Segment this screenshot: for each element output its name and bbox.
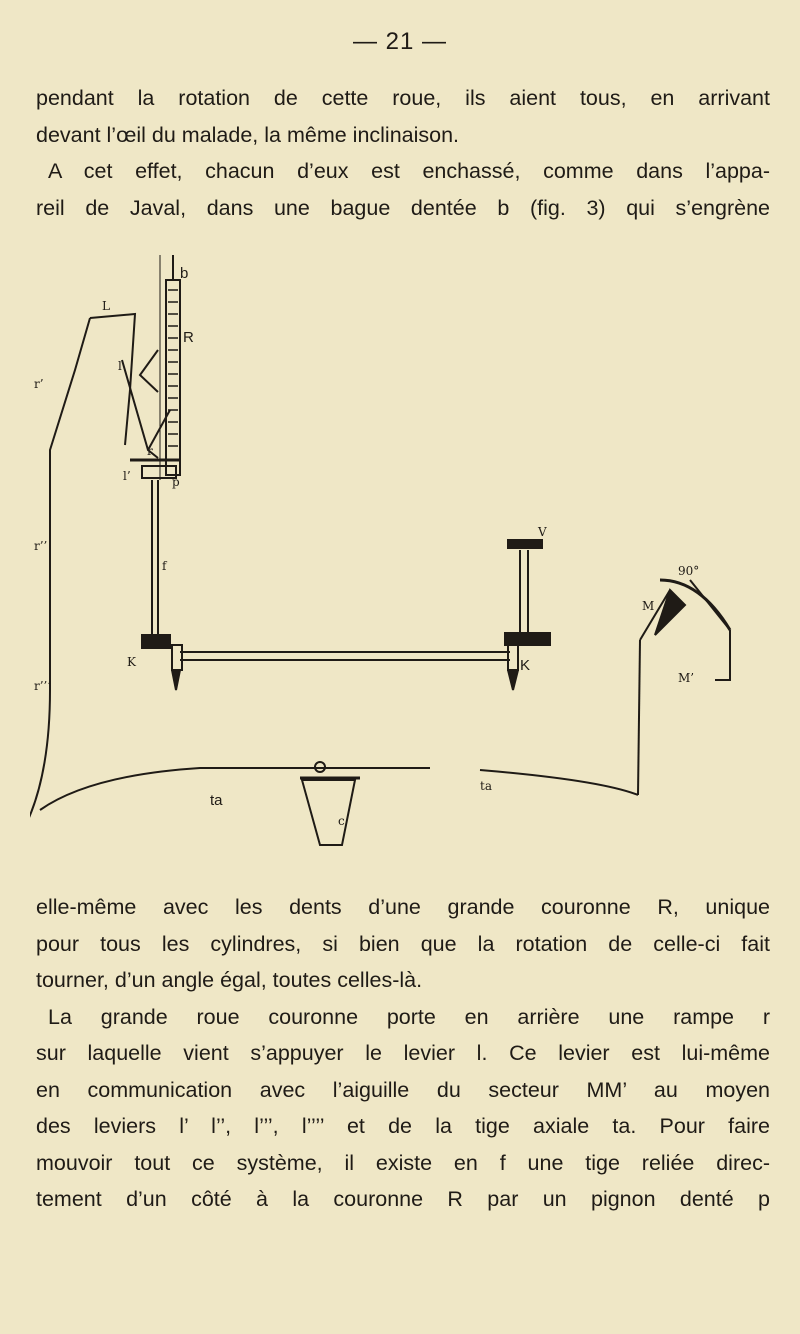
bottom-paragraph xyxy=(36,889,770,1218)
sector-edge xyxy=(690,580,730,630)
label-M-prime: M’ xyxy=(678,671,695,685)
label-90-degrees: 90° xyxy=(678,564,700,578)
gear-tip xyxy=(172,670,180,690)
text-line: sur laquelle vient s’appuyer le levier l. Ce levier est lui-même xyxy=(36,1041,770,1065)
pinion-p xyxy=(142,466,176,478)
text-line: elle-même avec les dents d’une grande couronne R, unique xyxy=(36,895,770,919)
gear-block xyxy=(172,645,182,670)
label-l-prime: l’ xyxy=(123,469,131,483)
cup-c xyxy=(302,780,355,845)
label-ta-left: ta xyxy=(210,792,223,809)
text-line: reil de Javal, dans une bague dentée b (fig. 3) qui s’engrène xyxy=(36,195,770,220)
page-number: — 21 — xyxy=(352,28,448,55)
gear-V xyxy=(508,540,542,548)
diagram-svg xyxy=(30,250,770,860)
label-K-right: K xyxy=(520,657,531,674)
label-r: r xyxy=(147,444,153,458)
bevel-gear-K-right xyxy=(505,633,550,645)
label-K-left: K xyxy=(127,655,136,669)
label-V: V xyxy=(538,525,547,539)
label-R: R xyxy=(183,329,194,346)
text-line: pour tous les cylindres, si bien que la rotation de celle-ci fait xyxy=(36,931,770,956)
label-L: L xyxy=(102,299,110,313)
gear-block xyxy=(508,645,518,670)
label-l: l xyxy=(118,359,122,373)
right-lever xyxy=(638,640,640,795)
label-c: c xyxy=(338,814,345,828)
text-line: La grande roue couronne porte en arrière une rampe r xyxy=(48,1004,770,1029)
crown-teeth xyxy=(168,290,178,446)
text-line: tement d’un côté à la couronne R par un pignon denté p xyxy=(36,1187,770,1211)
text-line: A cet effet, chacun d’eux est enchassé, comme dans l’appa- xyxy=(48,159,770,183)
text-line: pendant la rotation de cette roue, ils aient tous, en arrivant xyxy=(36,86,770,110)
label-b: b xyxy=(180,265,189,282)
text-line: en communication avec l’aiguille du secteur MM’ au moyen xyxy=(36,1077,770,1102)
label-ta-right: ta xyxy=(480,779,492,793)
label-M: M xyxy=(642,599,655,613)
label-f: f xyxy=(162,559,167,573)
label-r-third: r’’’ xyxy=(34,679,52,693)
sector-base xyxy=(715,630,730,680)
text-line: mouvoir tout ce système, il existe en f une tige reliée direc- xyxy=(36,1150,770,1175)
label-r-prime: r’ xyxy=(34,377,44,391)
axial-rod-ta-left xyxy=(40,768,430,810)
top-paragraph xyxy=(36,80,770,226)
lever-bracket xyxy=(140,350,158,392)
gear-tip xyxy=(508,670,518,690)
label-r-second: r’’ xyxy=(34,539,48,553)
text-line: devant l’œil du malade, la même inclinaison. xyxy=(36,122,460,147)
sector-pointer xyxy=(655,590,685,635)
label-p: p xyxy=(172,475,180,489)
axial-rod-ta-right xyxy=(480,770,638,795)
bevel-gear-K-left xyxy=(142,635,170,648)
lever-l-prime-line xyxy=(30,318,90,820)
text-line: tourner, d’un angle égal, toutes celles-là. xyxy=(36,968,423,992)
figure-3-mechanism-diagram xyxy=(30,250,770,860)
text-line: des leviers l’ l’’, l’’’, l’’’’ et de la tige axiale ta. Pour faire xyxy=(36,1114,770,1138)
